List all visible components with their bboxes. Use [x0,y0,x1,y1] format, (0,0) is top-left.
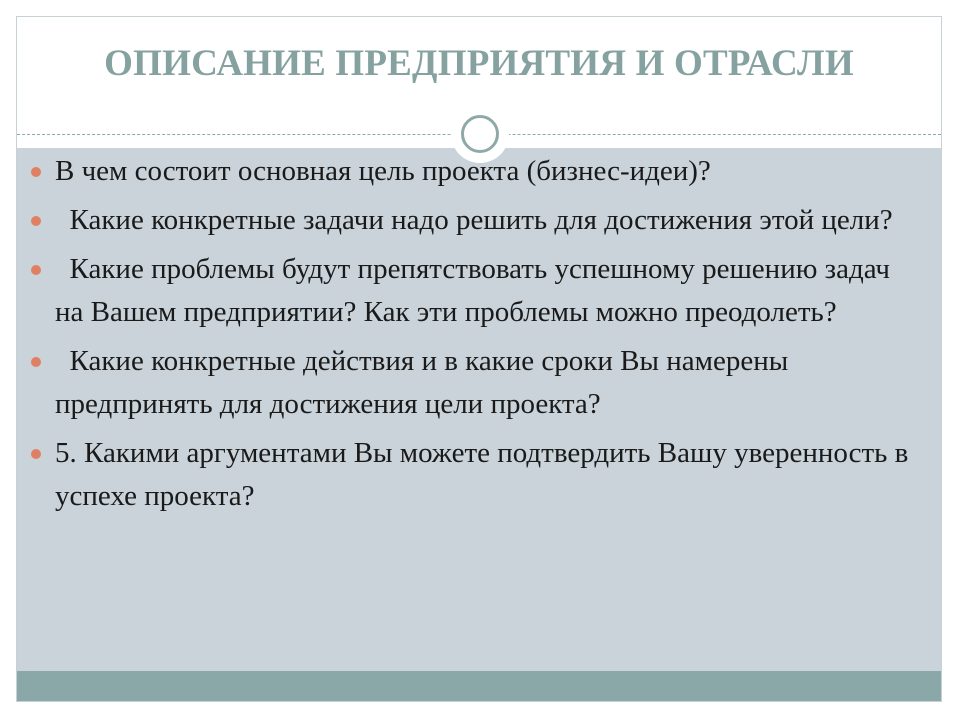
list-item [30,432,916,518]
slide-title: ОПИСАНИЕ ПРЕДПРИЯТИЯ И ОТРАСЛИ [104,43,854,84]
circle-ring-icon [461,115,499,153]
bullet-text: Какие конкретные задачи надо решить для достижения этой цели? [55,204,893,236]
round-bullet-icon [31,265,41,275]
bullet-list [30,150,916,524]
list-item [30,199,910,242]
bullet-text: Какие конкретные действия и в какие сроки Вы намерены предпринять для достижения цели проекта? [55,345,796,420]
bullet-text: 5. Какими аргументами Вы можете подтвердить Вашу уверенность в успехе проекта? [55,437,916,512]
round-bullet-icon [31,167,41,177]
list-item [30,248,910,334]
round-bullet-icon [31,357,41,367]
bullet-text: Какие проблемы будут препятствовать успешному решению задач на Вашем предприятии? Как эти проблемы можно преодолеть? [55,253,898,328]
bullet-text: В чем состоит основная цель проекта (бизнес-идеи)? [55,155,711,187]
round-bullet-icon [31,449,41,459]
list-item [30,150,910,193]
round-bullet-icon [31,216,41,226]
list-item [30,340,910,426]
footer-bar [17,671,941,701]
